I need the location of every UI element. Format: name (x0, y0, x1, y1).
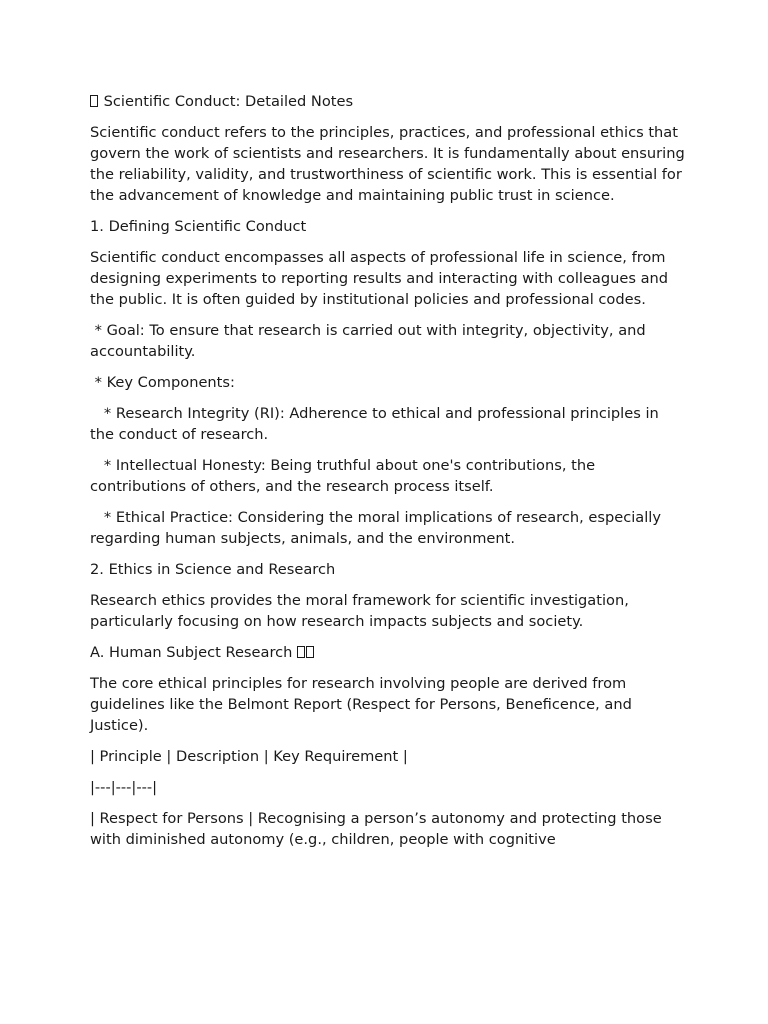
component-research-integrity: * Research Integrity (RI): Adherence to ethical and professional principles in the conduct of research. (90, 405, 664, 443)
table-header-line: | Principle | Description | Key Requirement | (90, 748, 408, 765)
missing-glyph-icon (90, 95, 98, 107)
subsection-a-heading-text: A. Human Subject Research (90, 644, 293, 661)
section-2-heading: 2. Ethics in Science and Research (90, 561, 336, 578)
table-separator-line: |---|---|---| (90, 779, 158, 796)
subsection-a-body: The core ethical principles for research involving people are derived from guidelines like the Belmont Report (Respect for Persons, Beneficence, and Justice). (90, 675, 637, 734)
section-1-body: Scientific conduct encompasses all aspects of professional life in science, from designing experiments to reporting results and interacting with colleagues and the public. It is often guided by institutional policies and professional codes. (90, 249, 673, 308)
subsection-a-heading (90, 642, 685, 663)
intro-paragraph: Scientific conduct refers to the principles, practices, and professional ethics that govern the work of scientists and researchers. It is fundamentally about ensuring the reliability, validity, and trustworthiness of scientific work. This is essential for the advancement of knowledge and maintaining public trust in science. (90, 124, 690, 204)
component-ethical-practice: * Ethical Practice: Considering the moral implications of research, especially regarding human subjects, animals, and the environment. (90, 509, 666, 547)
key-components-bullet: * Key Components: (90, 374, 235, 391)
table-row-respect-for-persons: | Respect for Persons | Recognising a person’s autonomy and protecting those with diminished autonomy (e.g., children, people with cognitive (90, 810, 667, 848)
document-page (90, 91, 690, 860)
section-2-body: Research ethics provides the moral framework for scientific investigation, particularly focusing on how research impacts subjects and society. (90, 592, 634, 630)
document-title (90, 91, 685, 112)
missing-glyph-icon (306, 646, 314, 658)
document-title-text: Scientific Conduct: Detailed Notes (103, 93, 354, 110)
section-1-heading: 1. Defining Scientific Conduct (90, 218, 307, 235)
goal-bullet: * Goal: To ensure that research is carried out with integrity, objectivity, and accountability. (90, 322, 651, 360)
component-intellectual-honesty: * Intellectual Honesty: Being truthful about one's contributions, the contributions of others, and the research process itself. (90, 457, 600, 495)
missing-glyph-icon (297, 646, 305, 658)
